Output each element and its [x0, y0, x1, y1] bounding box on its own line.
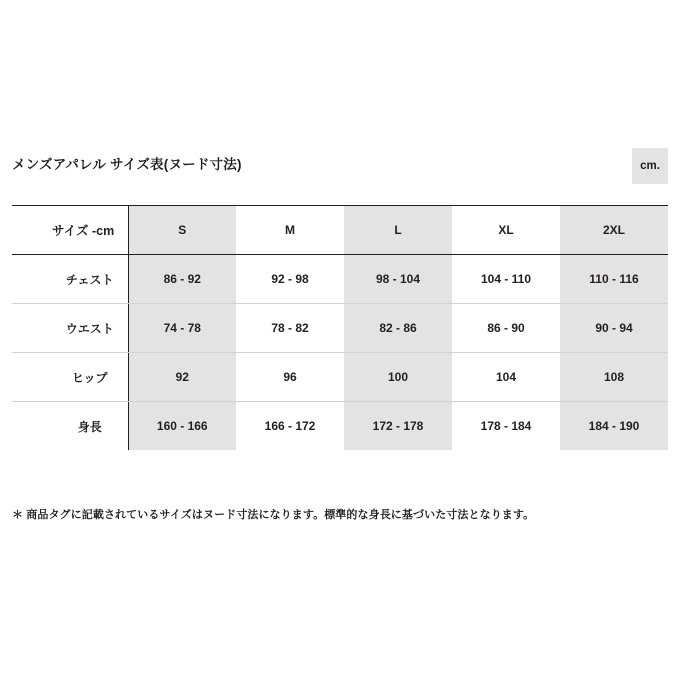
cell-waist-2xl: 90 - 94	[560, 304, 668, 353]
column-header-label: サイズ -cm	[12, 206, 128, 255]
size-table	[12, 205, 668, 450]
title-row	[12, 148, 668, 184]
table-row	[12, 353, 668, 402]
table-row	[12, 402, 668, 451]
unit-badge: cm.	[632, 148, 668, 184]
cell-height-l: 172 - 178	[344, 402, 452, 451]
cell-hip-s: 92	[128, 353, 236, 402]
column-header-2xl: 2XL	[560, 206, 668, 255]
cell-hip-2xl: 108	[560, 353, 668, 402]
cell-height-s: 160 - 166	[128, 402, 236, 451]
cell-chest-l: 98 - 104	[344, 255, 452, 304]
cell-height-xl: 178 - 184	[480, 419, 532, 433]
cell-waist-l: 82 - 86	[344, 304, 452, 353]
row-label-chest: チェスト	[12, 255, 128, 304]
column-header-l: L	[344, 206, 452, 255]
cell-chest-2xl: 110 - 116	[560, 255, 668, 304]
cell-hip-m: 96	[236, 353, 344, 402]
cell-waist-xl: 86 - 90	[452, 304, 560, 353]
cell-chest-s: 86 - 92	[128, 255, 236, 304]
size-table-wrapper	[12, 205, 668, 450]
row-label-waist: ウエスト	[12, 304, 128, 353]
table-header-row	[12, 206, 668, 255]
cell-height-m: 166 - 172	[264, 419, 316, 433]
column-header-m: M	[236, 206, 344, 255]
cell-chest-m: 92 - 98	[236, 255, 344, 304]
row-label-hip: ヒップ	[12, 353, 128, 402]
cell-hip-l: 100	[344, 353, 452, 402]
column-header-xl: XL	[452, 206, 560, 255]
cell-chest-xl: 104 - 110	[452, 255, 560, 304]
column-header-s: S	[128, 206, 236, 255]
cell-height-2xl: 184 - 190	[560, 402, 668, 451]
cell-waist-m: 78 - 82	[236, 304, 344, 353]
table-row	[12, 255, 668, 304]
cell-hip-xl: 104	[452, 353, 560, 402]
page-title: メンズアパレル サイズ表(ヌード寸法)	[12, 157, 242, 172]
cell-waist-s: 74 - 78	[128, 304, 236, 353]
footnote-text: ＊ 商品タグに記載されているサイズはヌード寸法になります。標準的な身長に基づいた寸法となります。	[12, 509, 535, 521]
row-label-height: 身長	[77, 419, 102, 434]
table-row	[12, 304, 668, 353]
